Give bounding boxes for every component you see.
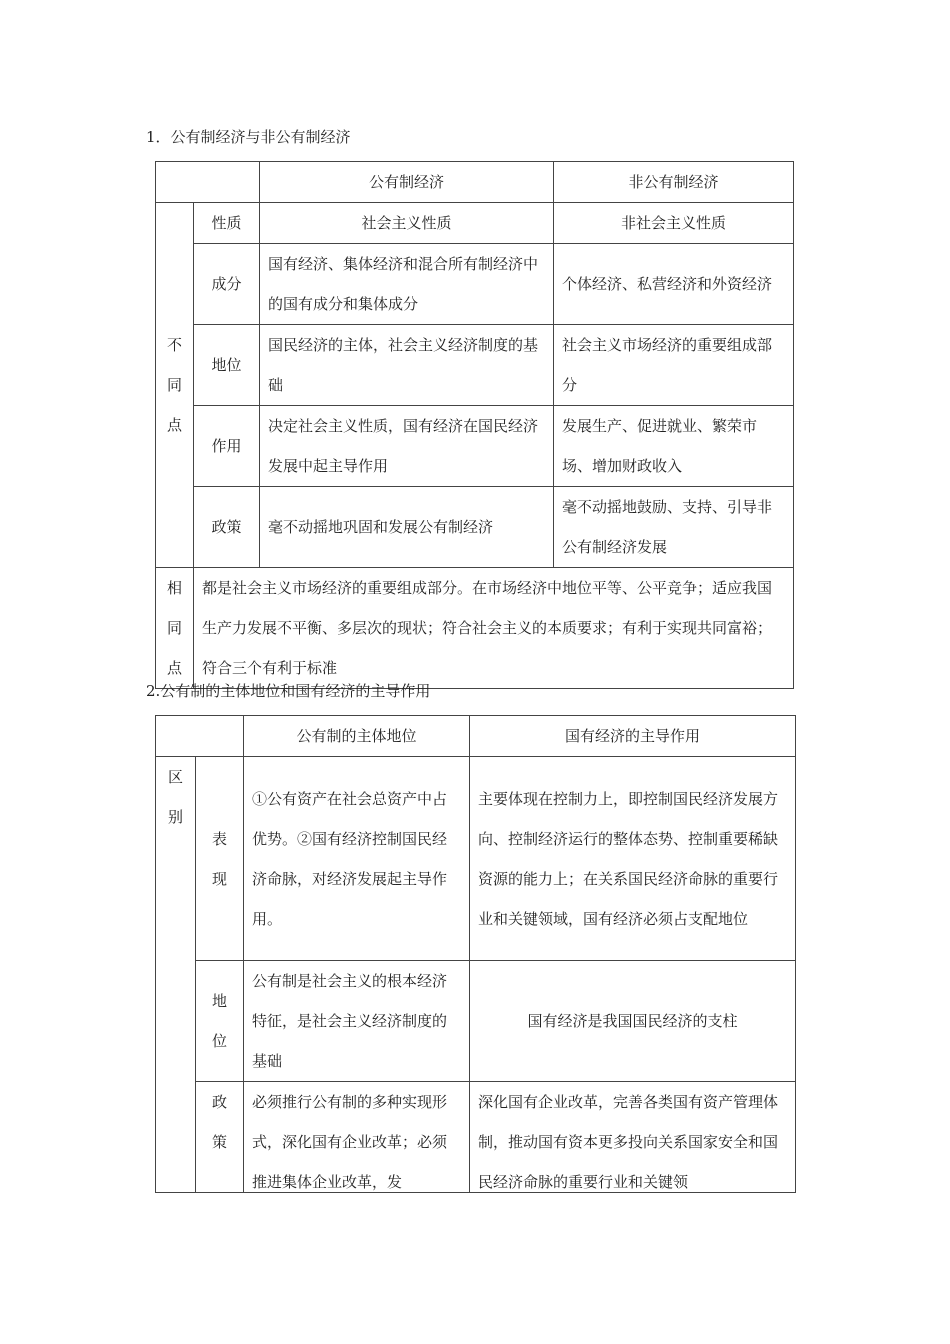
table2-row-label: 政策 <box>196 1082 244 1193</box>
table2-cell-state: 主要体现在控制力上，即控制国民经济发展方向、控制经济运行的整体态势、控制重要稀缺资源的能力上；在关系国民经济命脉的重要行业和关键领域，国有经济必须占支配地位 <box>470 757 796 961</box>
table2-row-label: 表现 <box>196 757 244 961</box>
table2-cell-public: 必须推行公有制的多种实现形式，深化国有企业改革；必须推进集体企业改革，发 <box>244 1082 470 1193</box>
table2-corner-cell <box>156 716 244 757</box>
table1-group-same: 相同点 <box>156 568 194 689</box>
table1-row-label: 性质 <box>194 203 260 244</box>
table1-cell-nonpublic: 发展生产、促进就业、繁荣市场、增加财政收入 <box>554 406 794 487</box>
table1-header-public: 公有制经济 <box>260 162 554 203</box>
table1-cell-nonpublic: 社会主义市场经济的重要组成部分 <box>554 325 794 406</box>
comparison-table-2 <box>155 715 796 1193</box>
table1-cell-public: 国民经济的主体，社会主义经济制度的基础 <box>260 325 554 406</box>
table2-cell-state: 深化国有企业改革，完善各类国有资产管理体制，推动国有资本更多投向关系国家安全和国民经济命脉的重要行业和关键领 <box>470 1082 796 1193</box>
table1-header-nonpublic: 非公有制经济 <box>554 162 794 203</box>
table1-same-text: 都是社会主义市场经济的重要组成部分。在市场经济中地位平等、公平竞争；适应我国生产力发展不平衡、多层次的现状；符合社会主义的本质要求；有利于实现共同富裕；符合三个有利于标准 <box>194 568 794 689</box>
comparison-table-1 <box>155 161 794 689</box>
table1-cell-public: 社会主义性质 <box>260 203 554 244</box>
table1-row-label: 地位 <box>194 325 260 406</box>
table1-cell-public: 毫不动摇地巩固和发展公有制经济 <box>260 487 554 568</box>
table1-row-label: 成分 <box>194 244 260 325</box>
table1-group-diff: 不同点 <box>156 203 194 568</box>
table1-cell-public: 国有经济、集体经济和混合所有制经济中的国有成分和集体成分 <box>260 244 554 325</box>
table2-cell-state: 国有经济是我国国民经济的支柱 <box>470 961 796 1082</box>
table1-row-label: 作用 <box>194 406 260 487</box>
table1-row-label: 政策 <box>194 487 260 568</box>
table2-header-public: 公有制的主体地位 <box>244 716 470 757</box>
table2-header-state: 国有经济的主导作用 <box>470 716 796 757</box>
table1-cell-nonpublic: 非社会主义性质 <box>554 203 794 244</box>
table1-cell-nonpublic: 毫不动摇地鼓励、支持、引导非公有制经济发展 <box>554 487 794 568</box>
section2-heading: 2.公有制的主体地位和国有经济的主导作用 <box>146 682 431 700</box>
table2-cell-public: 公有制是社会主义的根本经济特征，是社会主义经济制度的基础 <box>244 961 470 1082</box>
table1-cell-public: 决定社会主义性质，国有经济在国民经济发展中起主导作用 <box>260 406 554 487</box>
table2-row-label: 地位 <box>196 961 244 1082</box>
table2-group-diff: 区别 <box>156 757 196 1193</box>
table1-cell-nonpublic: 个体经济、私营经济和外资经济 <box>554 244 794 325</box>
section1-heading: 1．公有制经济与非公有制经济 <box>146 128 351 146</box>
table1-corner-cell <box>156 162 260 203</box>
table2-cell-public: ①公有资产在社会总资产中占优势。②国有经济控制国民经济命脉，对经济发展起主导作用。 <box>244 757 470 961</box>
